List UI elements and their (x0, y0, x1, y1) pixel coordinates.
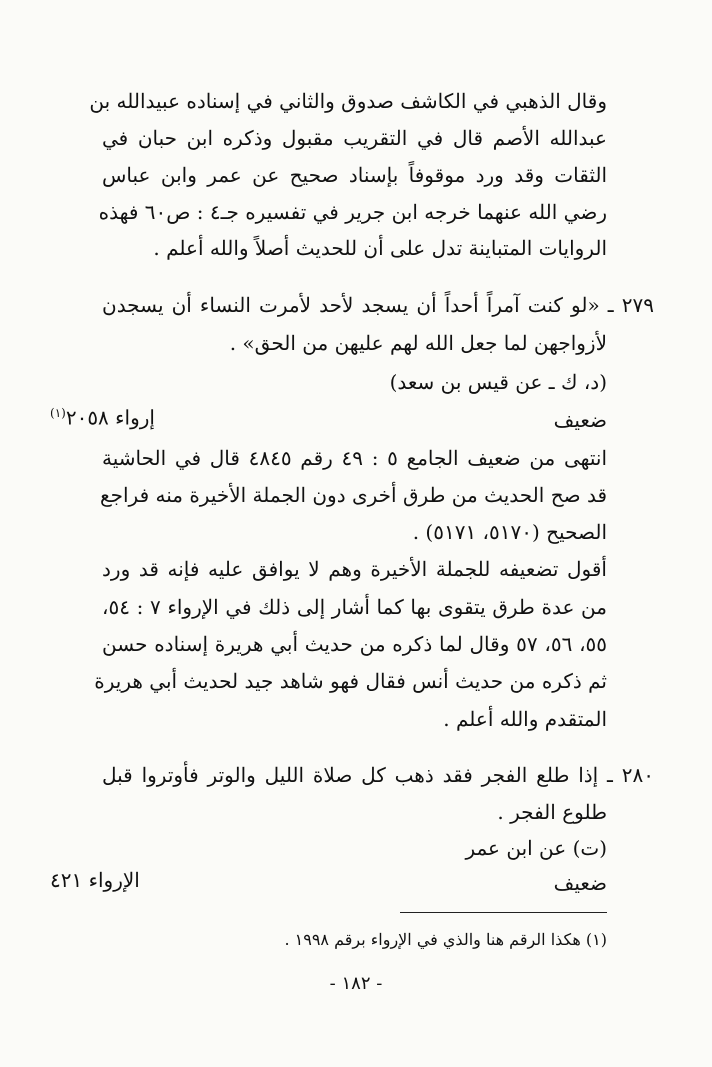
hadith-279-ref-text: إرواء ٢٠٥٨ (65, 405, 155, 430)
page-number: - ١٨٢ - (329, 973, 383, 994)
paragraph-1-line-3: الثقات وقد ورد موقوفاً بإسناد صحيح عن عمر وابن عباس (102, 163, 607, 187)
hadith-280-line-2: طلوع الفجر . (497, 800, 607, 824)
hadith-279-note-2: قد صح الحديث من طرق أخرى دون الجملة الأخيرة منه فراجع (99, 483, 607, 507)
hadith-279-note-5: من عدة طرق يتقوى بها كما أشار إلى ذلك في الإرواء ٧ : ٥٤، (102, 595, 607, 619)
hadith-279-source: (د، ك ـ عن قيس بن سعد) (389, 370, 607, 394)
footnote-marker: (١) (50, 406, 66, 420)
hadith-279-note-6: ٥٥، ٥٦، ٥٧ وقال لما ذكره من حديث أبي هريرة إسناده حسن (102, 632, 608, 656)
hadith-279-note-8: المتقدم والله أعلم . (443, 707, 607, 731)
paragraph-1-line-2: عبدالله الأصم قال في التقريب مقبول وذكره ابن حبان في (102, 126, 607, 150)
footnote-divider (400, 912, 607, 913)
hadith-280-ref: الإرواء ٤٢١ (50, 868, 140, 892)
hadith-280-line-1: ٢٨٠ ـ إذا طلع الفجر فقد ذهب كل صلاة الليل والوتر فأوتروا قبل (102, 763, 654, 787)
hadith-279-line-2: لأزواجهن لما جعل الله لهم عليهن من الحق» . (229, 331, 607, 355)
hadith-279-note-7: ثم ذكره من حديث أنس فقال فهو شاهد جيد لحديث أبي هريرة (94, 669, 607, 693)
hadith-280-grade: ضعيف (553, 871, 607, 895)
hadith-279-note-4: أقول تضعيفه للجملة الأخيرة وهم لا يوافق عليه فإنه قد ورد (102, 557, 607, 581)
paragraph-1-line-1: وقال الذهبي في الكاشف صدوق والثاني في إسناده عبيدالله بن (89, 89, 607, 113)
hadith-279-ref (50, 398, 155, 433)
hadith-280-source: (ت) عن ابن عمر (465, 836, 607, 860)
hadith-279-note-3: الصحيح (٥١٧٠، ٥١٧١) . (412, 520, 607, 544)
hadith-279-note-1: انتهى من ضعيف الجامع ٥ : ٤٩ رقم ٤٨٤٥ قال في الحاشية (102, 446, 608, 470)
hadith-279-grade: ضعيف (553, 408, 607, 432)
paragraph-1-line-4: رضي الله عنهما خرجه ابن جرير في تفسيره جـ٤ : ص٦٠ فهذه (98, 200, 607, 224)
footnote: (١) هكذا الرقم هنا والذي في الإرواء برقم ١٩٩٨ . (284, 930, 607, 949)
hadith-279-line-1: ٢٧٩ ـ «لو كنت آمراً أحداً أن يسجد لأحد لأمرت النساء أن يسجدن (102, 293, 654, 317)
paragraph-1-line-5: الروايات المتباينة تدل على أن للحديث أصلاً والله أعلم . (153, 236, 607, 260)
